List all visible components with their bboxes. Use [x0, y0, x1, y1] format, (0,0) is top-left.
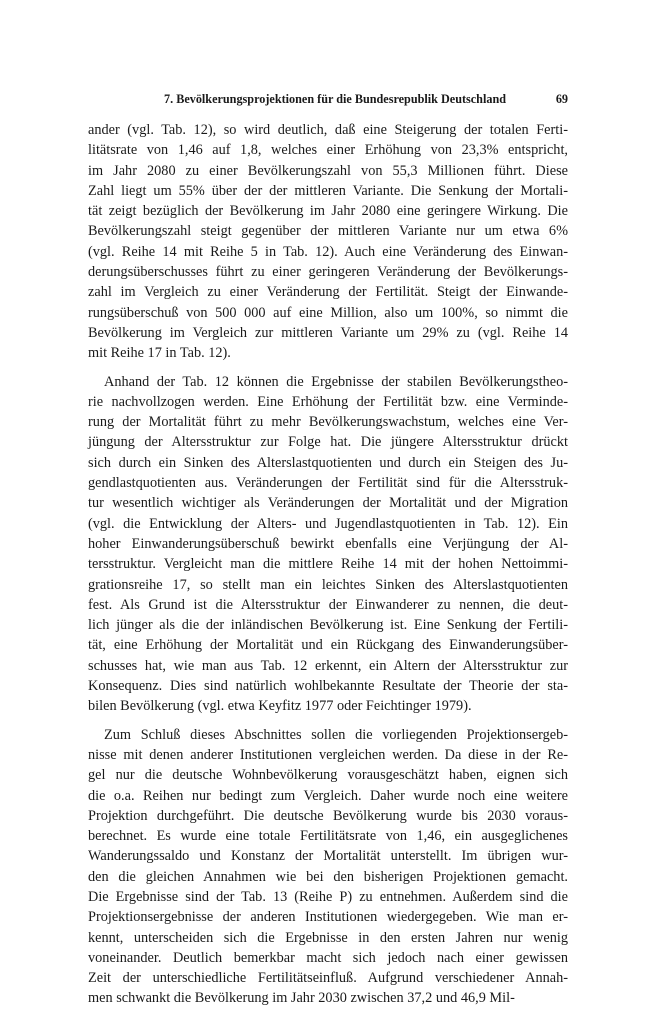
text-line: kennt, unterscheiden sich die Ergebnisse in den ersten Jahren nur wenig [88, 929, 568, 946]
text-line: tät, eine Erhöhung der Mortalität und ein Rückgang des Einwanderungsüber- [88, 637, 568, 654]
text-line: bilen Bevölkerung (vgl. etwa Keyfitz 1977 oder Feichtinger 1979). [88, 698, 472, 715]
text-line: men schwankt die Bevölkerung im Jahr 2030 zwischen 37,2 und 46,9 Mil- [88, 990, 515, 1007]
text-line: Anhand der Tab. 12 können die Ergebnisse der stabilen Bevölkerungstheo- [104, 373, 568, 390]
text-line: gendlastquotienten aus. Veränderungen der Fertilität sind für die Altersstruk- [88, 475, 568, 492]
paragraph [88, 372, 568, 717]
text-line: tersstruktur. Vergleicht man die mittlere Reihe 14 mit der hohen Nettoimmi- [88, 556, 568, 573]
text-line: berechnet. Es wurde eine totale Fertilitätsrate von 1,46, ein ausgeglichenes [88, 828, 568, 845]
body-text [88, 120, 568, 1009]
text-line: (vgl. die Entwicklung der Alters- und Jugendlastquotienten in Tab. 12). Ein [88, 515, 568, 532]
text-line: (vgl. Reihe 14 mit Reihe 5 in Tab. 12). Auch eine Veränderung des Einwan- [88, 243, 568, 260]
text-line: tur wesentlich wichtiger als Veränderungen der Mortalität und der Migration [88, 495, 568, 512]
text-line: Die Ergebnisse sind der Tab. 13 (Reihe P) zu entnehmen. Außerdem sind die [88, 888, 568, 905]
text-line: sich durch ein Sinken des Alterslastquotienten und durch ein Steigen des Ju- [88, 454, 568, 471]
text-line: rungsüberschuß von 500 000 auf eine Million, also um 100%, so nimmt die [88, 304, 568, 321]
text-line: die o.a. Reihen nur bedingt zum Vergleich. Daher wurde noch eine weitere [88, 787, 568, 804]
text-line: nisse mit denen anderer Institutionen vergleichen werden. Da diese in der Re- [88, 746, 568, 763]
paragraph [88, 725, 568, 1009]
running-head [88, 88, 568, 110]
book-page [88, 88, 568, 1017]
text-line: rie nachvollzogen werden. Eine Erhöhung der Fertilität bzw. eine Verminde- [88, 393, 568, 410]
page-number: 69 [555, 92, 568, 106]
text-line: den die gleichen Annahmen wie bei den bisherigen Projektionen gemacht. [88, 868, 568, 885]
text-line: tät zeigt bezüglich der Bevölkerung im Jahr 2080 eine geringere Wirkung. Die [88, 203, 568, 220]
running-title: 7. Bevölkerungsprojektionen für die Bundesrepublik Deutschland [164, 92, 506, 106]
text-line: fest. Als Grund ist die Altersstruktur der Einwanderer zu nennen, die deut- [88, 596, 568, 613]
text-line: Bevölkerung im Vergleich zur mittleren Variante um 29% zu (vgl. Reihe 14 [88, 324, 568, 341]
text-line: gel nur die deutsche Wohnbevölkerung vorausgeschätzt haben, eignen sich [88, 767, 568, 784]
text-line: Zahl liegt um 55% über der der mittleren Variante. Die Senkung der Mortali- [88, 182, 568, 199]
text-line: Bevölkerungszahl steigt gegenüber der mittleren Variante nur um etwa 6% [88, 223, 568, 240]
text-line: hoher Einwanderungsüberschuß bewirkt ebenfalls eine Verjüngung der Al- [88, 535, 568, 552]
text-line: Zum Schluß dieses Abschnittes sollen die vorliegenden Projektionsergeb- [104, 726, 568, 743]
text-line: zahl im Vergleich zu einer Veränderung der Fertilität. Steigt der Einwande- [88, 284, 568, 301]
text-line: Projektionsergebnisse der anderen Institutionen wiedergegeben. Wie man er- [88, 909, 568, 926]
text-line: derungsüberschusses führt zu einer geringeren Veränderung der Bevölkerungs- [88, 264, 568, 281]
text-line: im Jahr 2080 zu einer Bevölkerungszahl von 55,3 Millionen führt. Diese [88, 162, 568, 179]
text-line: litätsrate von 1,46 auf 1,8, welches einer Erhöhung von 23,3% entspricht, [88, 142, 568, 159]
paragraph [88, 120, 568, 364]
text-line: schusses hat, wie man aus Tab. 12 erkennt, ein Altern der Altersstruktur zur [88, 657, 568, 674]
text-line: grationsreihe 17, so stellt man ein leichtes Sinken des Alterslastquotienten [88, 576, 568, 593]
text-line: voneinander. Deutlich bemerkbar macht sich jedoch nach einer gewissen [88, 949, 568, 966]
text-line: lich jünger als die der inländischen Bevölkerung ist. Eine Senkung der Fertili- [88, 617, 568, 634]
text-line: Wanderungssaldo und Konstanz der Mortalität unterstellt. Im übrigen wur- [88, 848, 568, 865]
text-line: jüngung der Altersstruktur zur Folge hat. Die jüngere Altersstruktur drückt [88, 434, 568, 451]
text-line: mit Reihe 17 in Tab. 12). [88, 345, 231, 362]
text-line: rung der Mortalität führt zu mehr Bevölkerungswachstum, welches eine Ver- [88, 414, 568, 431]
text-line: Zeit der unterschiedliche Fertilitätseinfluß. Aufgrund verschiedener Annah- [88, 970, 568, 987]
text-line: ander (vgl. Tab. 12), so wird deutlich, daß eine Steigerung der totalen Ferti- [88, 122, 568, 138]
text-line: Konsequenz. Dies sind natürlich wohlbekannte Resultate der Theorie der sta- [88, 678, 568, 695]
text-line: Projektion durchgeführt. Die deutsche Bevölkerung wurde bis 2030 voraus- [88, 807, 568, 824]
